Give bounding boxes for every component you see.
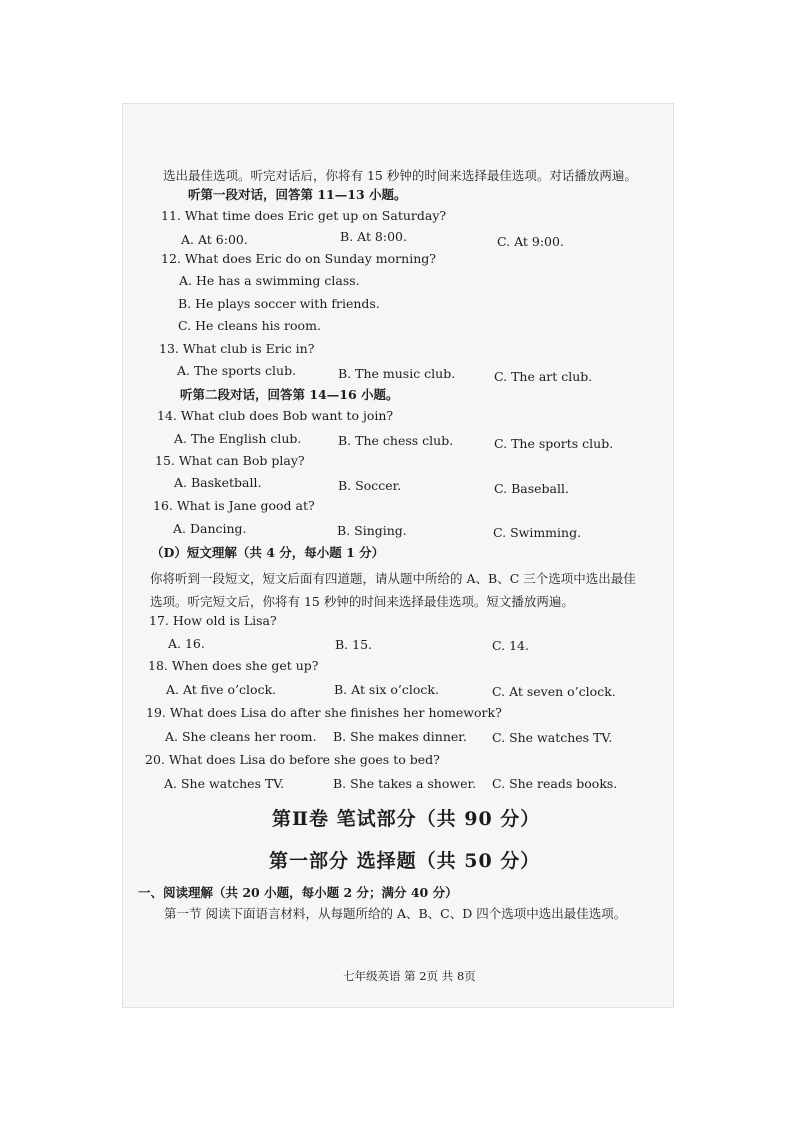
q19-option-c: C. She watches TV. bbox=[492, 730, 613, 745]
q19-option-b: B. She makes dinner. bbox=[333, 729, 467, 744]
q17-option-c: C. 14. bbox=[492, 638, 529, 653]
part2-title: 第Ⅱ卷 笔试部分（共 90 分） bbox=[272, 808, 541, 830]
q13-option-b: B. The music club. bbox=[338, 366, 456, 381]
question-14: 14. What club does Bob want to join? bbox=[157, 408, 394, 423]
page-footer: 七年级英语 第 2页 共 8页 bbox=[343, 969, 476, 983]
q20-option-b: B. She takes a shower. bbox=[333, 776, 477, 791]
q14-option-a: A. The English club. bbox=[174, 431, 302, 446]
part1-title: 第一部分 选择题（共 50 分） bbox=[269, 850, 541, 872]
question-19: 19. What does Lisa do after she finishes her homework? bbox=[146, 705, 502, 720]
q20-option-c: C. She reads books. bbox=[492, 776, 618, 791]
q15-option-c: C. Baseball. bbox=[494, 481, 569, 496]
q14-option-c: C. The sports club. bbox=[494, 436, 614, 451]
question-15: 15. What can Bob play? bbox=[155, 453, 305, 468]
q16-option-b: B. Singing. bbox=[337, 523, 407, 538]
dialog1-heading: 听第一段对话，回答第 11—13 小题。 bbox=[188, 187, 407, 202]
question-12: 12. What does Eric do on Sunday morning? bbox=[161, 251, 436, 266]
q13-option-c: C. The art club. bbox=[494, 369, 593, 384]
question-16: 16. What is Jane good at? bbox=[153, 498, 315, 513]
q19-option-a: A. She cleans her room. bbox=[165, 729, 317, 744]
question-11: 11. What time does Eric get up on Saturday? bbox=[161, 208, 447, 223]
q18-option-c: C. At seven o’clock. bbox=[492, 684, 616, 699]
q12-option-a: A. He has a swimming class. bbox=[179, 273, 360, 288]
q11-option-a: A. At 6:00. bbox=[181, 232, 248, 247]
dialog2-heading: 听第二段对话，回答第 14—16 小题。 bbox=[180, 387, 399, 402]
question-17: 17. How old is Lisa? bbox=[149, 613, 277, 628]
q14-option-b: B. The chess club. bbox=[338, 433, 454, 448]
q18-option-a: A. At five o’clock. bbox=[166, 682, 277, 697]
q11-option-b: B. At 8:00. bbox=[340, 229, 407, 244]
section-d-instruction-1: 你将听到一段短文，短文后面有四道题，请从题中所给的 A、B、C 三个选项中选出最佳 bbox=[150, 571, 636, 586]
question-18: 18. When does she get up? bbox=[148, 658, 319, 673]
q13-option-a: A. The sports club. bbox=[177, 363, 297, 378]
reading-heading: 一、阅读理解（共 20 小题，每小题 2 分；满分 40 分） bbox=[138, 885, 458, 900]
q15-option-b: B. Soccer. bbox=[338, 478, 402, 493]
q16-option-a: A. Dancing. bbox=[173, 521, 247, 536]
section-d-instruction-2: 选项。听完短文后，你将有 15 秒钟的时间来选择最佳选项。短文播放两遍。 bbox=[150, 594, 574, 609]
q12-option-b: B. He plays soccer with friends. bbox=[178, 296, 380, 311]
q12-option-c: C. He cleans his room. bbox=[178, 318, 321, 333]
q20-option-a: A. She watches TV. bbox=[164, 776, 285, 791]
intro-instruction: 选出最佳选项。听完对话后，你将有 15 秒钟的时间来选择最佳选项。对话播放两遍。 bbox=[163, 168, 637, 183]
reading-instruction: 第一节 阅读下面语言材料，从每题所给的 A、B、C、D 四个选项中选出最佳选项。 bbox=[164, 906, 627, 921]
question-20: 20. What does Lisa do before she goes to bed? bbox=[145, 752, 440, 767]
q11-option-c: C. At 9:00. bbox=[497, 234, 564, 249]
section-d-heading: （D）短文理解（共 4 分，每小题 1 分） bbox=[151, 545, 385, 560]
q17-option-a: A. 16. bbox=[168, 636, 205, 651]
q17-option-b: B. 15. bbox=[335, 637, 373, 652]
question-13: 13. What club is Eric in? bbox=[159, 341, 315, 356]
q16-option-c: C. Swimming. bbox=[493, 525, 582, 540]
q18-option-b: B. At six o’clock. bbox=[334, 682, 439, 697]
q15-option-a: A. Basketball. bbox=[174, 475, 262, 490]
